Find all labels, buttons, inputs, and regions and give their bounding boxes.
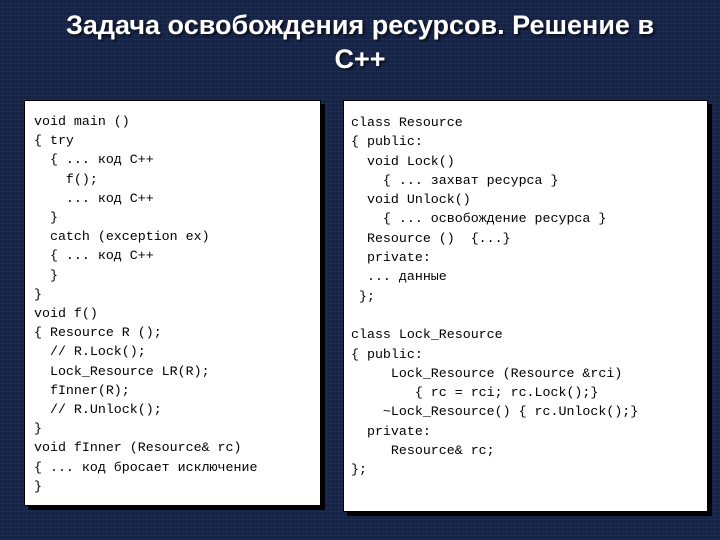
code-line: fInner(R);	[34, 382, 130, 398]
code-line	[351, 306, 707, 325]
code-line: private:	[351, 250, 431, 266]
code-line: void Lock()	[351, 153, 455, 169]
slide-title	[0, 8, 720, 76]
code-line: { ... код C++	[34, 152, 154, 168]
code-line: class Resource	[351, 115, 463, 130]
code-line: { try	[34, 133, 74, 149]
code-line: Resource& rc;	[351, 443, 495, 459]
code-line: f();	[34, 171, 98, 187]
code-line: { ... код бросает исключение	[34, 459, 258, 475]
code-line: };	[351, 288, 375, 304]
left-code-panel	[24, 100, 321, 506]
code-line: Lock_Resource LR(R);	[34, 363, 210, 379]
code-line: void main ()	[34, 114, 130, 129]
code-line: };	[351, 462, 367, 478]
code-line: }	[34, 421, 42, 437]
code-line: // R.Lock();	[34, 344, 146, 360]
code-line: ... данные	[351, 269, 447, 285]
code-line: { ... захват ресурса }	[351, 172, 559, 188]
code-line: { public:	[351, 134, 423, 150]
code-line: { Resource R ();	[34, 325, 162, 341]
code-line: }	[34, 267, 58, 283]
code-line: }	[34, 210, 58, 226]
slide-title-line-2: C++	[334, 44, 386, 74]
left-code-block	[34, 112, 320, 496]
code-line: Lock_Resource (Resource &rci)	[351, 365, 623, 381]
code-line: class Lock_Resource	[351, 327, 503, 343]
code-line: { ... освобождение ресурса }	[351, 211, 607, 227]
code-line: }	[34, 286, 42, 302]
slide-title-line-1: Задача освобождения ресурсов. Решение в	[65, 10, 655, 40]
code-line: { rc = rci; rc.Lock();}	[351, 385, 599, 401]
code-line: { public:	[351, 346, 423, 362]
code-line: catch (exception ex)	[34, 229, 210, 245]
code-line: { ... код C++	[34, 248, 154, 264]
code-line: ~Lock_Resource() { rc.Unlock();}	[351, 404, 639, 420]
code-line: ... код C++	[34, 190, 154, 206]
code-line: }	[34, 478, 42, 494]
code-line: void f()	[34, 306, 98, 322]
code-line: void fInner (Resource& rc)	[34, 440, 242, 456]
code-line: Resource () {...}	[351, 230, 511, 246]
code-line: private:	[351, 423, 431, 439]
code-line: // R.Unlock();	[34, 402, 162, 418]
code-line: void Unlock()	[351, 192, 471, 208]
right-code-block	[351, 113, 707, 480]
right-code-panel	[343, 100, 708, 512]
